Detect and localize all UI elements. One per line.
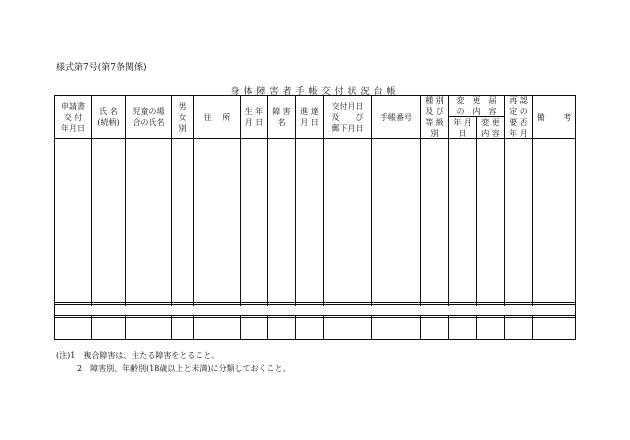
note-2: 2 障害別、年齢別(18歳以上と未満)に分類しておくこと。	[77, 364, 291, 373]
col-address: 住 所	[194, 96, 241, 138]
col-change-date: 年 月 日	[449, 117, 477, 138]
col-change-notice: 変 更 届 の 内 容	[449, 96, 505, 117]
form-number: 様式第7号(第7条関係)	[56, 63, 147, 73]
col-child-name: 児童の場 合の氏名	[126, 96, 172, 138]
col-application-date: 申請書 交 付 年月日	[55, 96, 92, 138]
note-1: (注)1 複合障害は、主たる障害をとること。	[56, 351, 220, 360]
col-sex: 男 女 別	[172, 96, 194, 138]
break-gap	[55, 306, 575, 315]
col-disability-name: 障 害 名	[268, 96, 296, 138]
header-rule	[55, 138, 575, 139]
col-recert: 再 認 定 の 要 否 年 月	[505, 96, 533, 138]
col-issue-date: 交付月日 及 び 郵下月日	[324, 96, 372, 138]
continuation-rule	[55, 302, 575, 305]
continuation-rule	[55, 315, 575, 318]
col-handbook-number: 手帳番号	[372, 96, 421, 138]
col-remarks: 備 考	[536, 112, 572, 122]
ledger-table	[54, 95, 576, 340]
col-change-content: 変 更 内 容	[477, 117, 505, 138]
col-type-grade: 種 別 及 び 等 級 別	[421, 96, 449, 138]
ledger-title: 身体障害者手帳交付状況台帳	[230, 87, 400, 97]
col-birth-date: 生 年 月 日	[241, 96, 268, 138]
col-transfer-date: 進 達 月 日	[296, 96, 324, 138]
col-name: 氏 名 (続柄)	[92, 96, 126, 138]
